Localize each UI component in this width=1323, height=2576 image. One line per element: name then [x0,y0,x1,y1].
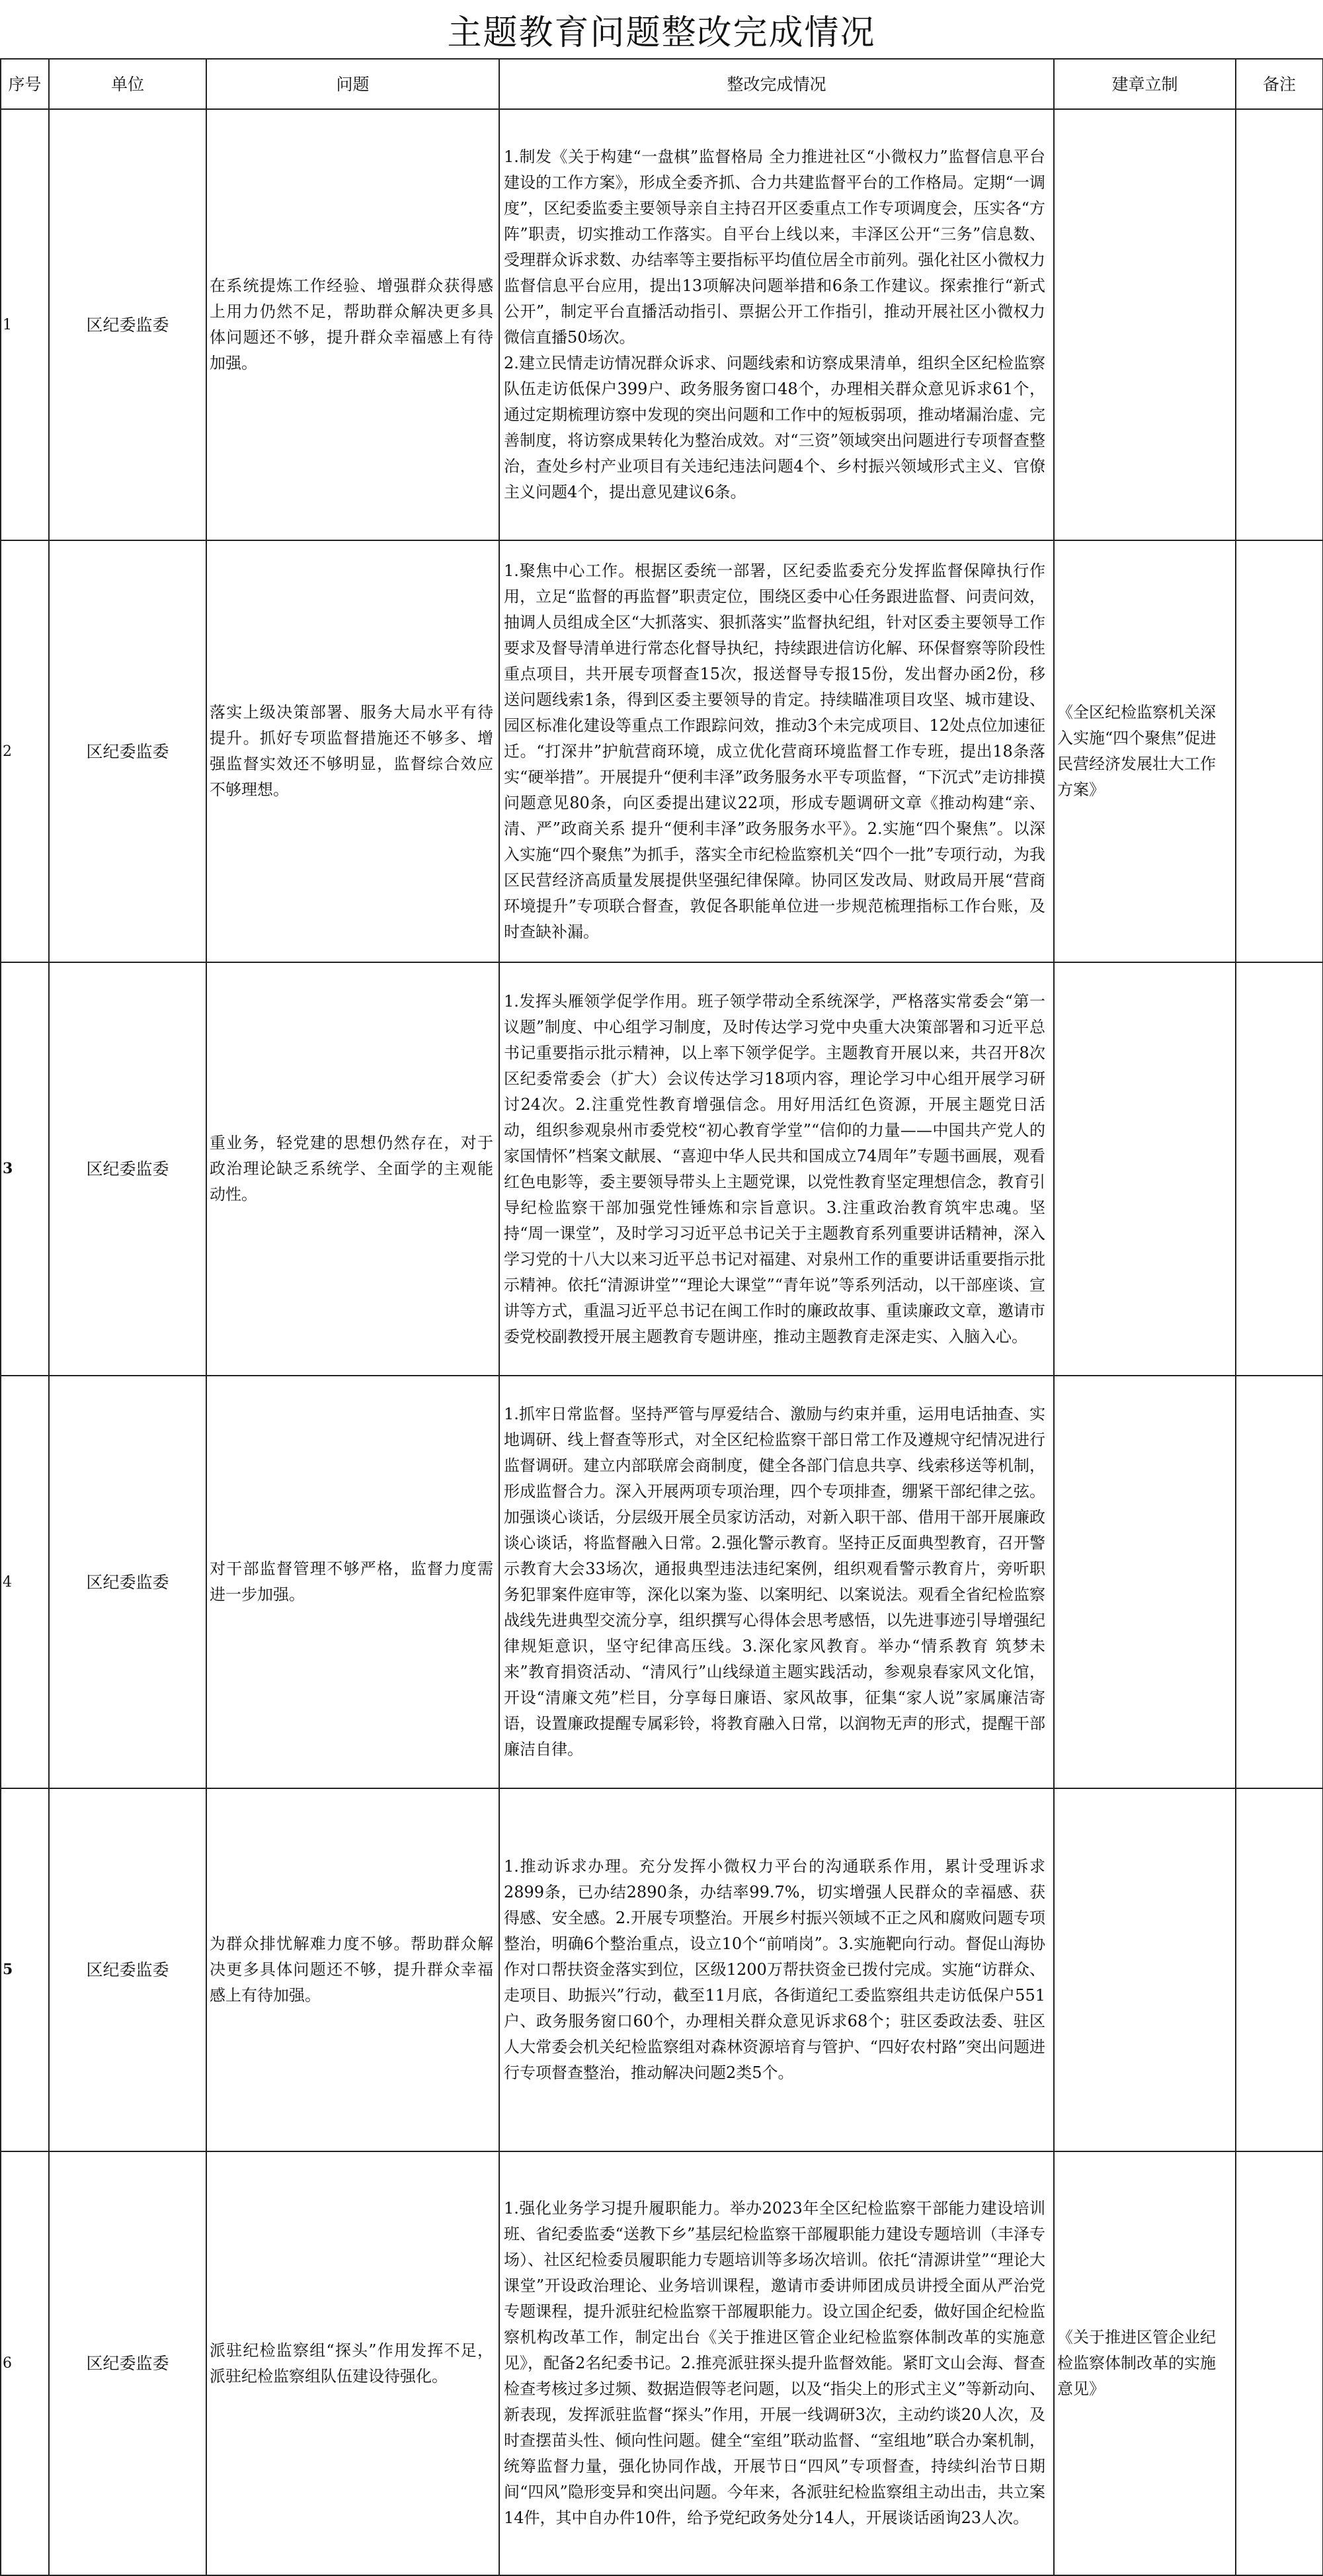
row-issue: 为群众排忧解难力度不够。帮助群众解决更多具体问题还不够，提升群众幸福感上有待加强。 [206,1788,499,2151]
row-unit: 区纪委监委 [49,540,206,962]
row-number: 2 [1,540,49,962]
row-note [1236,109,1323,540]
row-number: 1 [1,109,49,540]
row-note [1236,1376,1323,1788]
page-title: 主题教育问题整改完成情况 [447,13,876,53]
header-no: 序号 [1,59,49,109]
row-number: 5 [1,1788,49,2151]
row-unit: 区纪委监委 [49,1788,206,2151]
table-row [1,1376,1323,1788]
row-rules [1054,1788,1236,2151]
header-rules: 建章立制 [1054,59,1236,109]
row-unit: 区纪委监委 [49,2151,206,2575]
row-detail: 1.聚焦中心工作。根据区委统一部署，区纪委监委充分发挥监督保障执行作用，立足“监督的再监督”职责定位，围绕区委中心任务跟进监督、问责问效，抽调人员组成全区“大抓落实、狠抓落实”监督执纪组，针对区委主要领导工作要求及督导清单进行常态化督导执纪，持续跟进信访化解、环保督察等阶段性重点项目，共开展专项督查15次，报送督导专报15份，发出督办函2份，移送问题线索1条，得到区委主要领导的肯定。持续瞄准项目攻坚、城市建设、园区标准化建设等重点工作跟踪问效，推动3个未完成项目、12处点位加速征迁。“打深井”护航营商环境，成立优化营商环境监督工作专班，提出18条落实“硬举措”。开展提升“便利丰泽”政务服务水平专项监督，“下沉式”走访排摸问题意见80条，向区委提出建议22项，形成专题调研文章《推动构建“亲、清、严”政商关系 提升“便利丰泽”政务服务水平》。2.实施“四个聚焦”。以深入实施“四个聚焦”为抓手，落实全市纪检监察机关“四个一批”专项行动，为我区民营经济高质量发展提供坚强纪律保障。协同区发改局、财政局开展“营商环境提升”专项联合督查，敦促各职能单位进一步规范梳理指标工作台账，及时查缺补漏。 [499,540,1054,962]
row-issue: 在系统提炼工作经验、增强群众获得感上用力仍然不足，帮助群众解决更多具体问题还不够，提升群众幸福感上有待加强。 [206,109,499,540]
row-note [1236,540,1323,962]
header-unit: 单位 [49,59,206,109]
row-detail: 1.抓牢日常监督。坚持严管与厚爱结合、激励与约束并重，运用电话抽查、实地调研、线上督查等形式，对全区纪检监察干部日常工作及遵规守纪情况进行监督调研。建立内部联席会商制度，健全各部门信息共享、线索移送等机制，形成监督合力。深入开展两项专项治理，四个专项排查，绷紧干部纪律之弦。加强谈心谈话，分层级开展全员家访活动，对新入职干部、借用干部开展廉政谈心谈话，将监督融入日常。2.强化警示教育。坚持正反面典型教育，召开警示教育大会33场次，通报典型违法违纪案例，组织观看警示教育片，旁听职务犯罪案件庭审等，深化以案为鉴、以案明纪、以案说法。观看全省纪检监察战线先进典型交流分享，组织撰写心得体会思考感悟，以先进事迹引导增强纪律规矩意识，坚守纪律高压线。3.深化家风教育。举办“情系教育 筑梦未来”教育捐资活动、“清风行”山线绿道主题实践活动，参观泉春家风文化馆，开设“清廉文苑”栏目，分享每日廉语、家风故事，征集“家人说”家属廉洁寄语，设置廉政提醒专属彩铃，将教育融入日常，以润物无声的形式，提醒干部廉洁自律。 [499,1376,1054,1788]
header-issue: 问题 [206,59,499,109]
row-detail: 1.发挥头雁领学促学作用。班子领学带动全系统深学，严格落实常委会“第一议题”制度、中心组学习制度，及时传达学习党中央重大决策部署和习近平总书记重要指示批示精神，以上率下领学促学。主题教育开展以来，共召开8次区纪委常委会（扩大）会议传达学习18项内容，理论学习中心组开展学习研讨24次。2.注重党性教育增强信念。用好用活红色资源，开展主题党日活动，组织参观泉州市委党校“初心教育学堂”“信仰的力量——中国共产党人的家国情怀”档案文献展、“喜迎中华人民共和国成立74周年”专题书画展，观看红色电影等，委主要领导带头上主题党课，以党性教育坚定理想信念，教育引导纪检监察干部加强党性锤炼和宗旨意识。3.注重政治教育筑牢忠魂。坚持“周一课堂”，及时学习习近平总书记关于主题教育系列重要讲话精神，深入学习党的十八大以来习近平总书记对福建、对泉州工作的重要讲话重要指示批示精神。依托“清源讲堂”“理论大课堂”“青年说”等系列活动，以干部座谈、宣讲等方式，重温习近平总书记在闽工作时的廉政故事、重读廉政文章，邀请市委党校副教授开展主题教育专题讲座，推动主题教育走深走实、入脑入心。 [499,962,1054,1376]
row-issue: 派驻纪检监察组“探头”作用发挥不足，派驻纪检监察组队伍建设待强化。 [206,2151,499,2575]
row-rules [1054,962,1236,1376]
row-number: 3 [1,962,49,1376]
header-note: 备注 [1236,59,1323,109]
table-row [1,962,1323,1376]
row-unit: 区纪委监委 [49,962,206,1376]
row-note [1236,962,1323,1376]
row-detail: 1.推动诉求办理。充分发挥小微权力平台的沟通联系作用，累计受理诉求2899条，已办结2890条，办结率99.7%，切实增强人民群众的幸福感、获得感、安全感。2.开展专项整治。开展乡村振兴领域不正之风和腐败问题专项整治，明确6个整治重点，设立10个“前哨岗”。3.实施靶向行动。督促山海协作对口帮扶资金落实到位，区级1200万帮扶资金已拨付完成。实施“访群众、走项目、助振兴”行动，截至11月底，各街道纪工委监察组共走访低保户551户、政务服务窗口60个，办理相关群众意见诉求68个；驻区委政法委、驻区人大常委会机关纪检监察组对森林资源培育与管护、“四好农村路”突出问题进行专项督查整治，推动解决问题2类5个。 [499,1788,1054,2151]
row-note [1236,2151,1323,2575]
row-unit: 区纪委监委 [49,109,206,540]
table-row [1,2151,1323,2575]
row-rules: 《全区纪检监察机关深入实施“四个聚焦”促进民营经济发展壮大工作方案》 [1054,540,1236,962]
row-unit: 区纪委监委 [49,1376,206,1788]
row-issue: 重业务，轻党建的思想仍然存在，对于政治理论缺乏系统学、全面学的主观能动性。 [206,962,499,1376]
row-detail: 1.强化业务学习提升履职能力。举办2023年全区纪检监察干部能力建设培训班、省纪委监委“送教下乡”基层纪检监察干部履职能力建设专题培训（丰泽专场）、社区纪检委员履职能力专题培训等多场次培训。依托“清源讲堂”“理论大课堂”开设政治理论、业务培训课程，邀请市委讲师团成员讲授全面从严治党专题课程，提升派驻纪检监察干部履职能力。设立国企纪委，做好国企纪检监察机构改革工作，制定出台《关于推进区管企业纪检监察体制改革的实施意见》，配备2名纪委书记。2.推亮派驻探头提升监督效能。紧盯文山会海、督查检查考核过多过频、数据造假等老问题，以及“指尖上的形式主义”等新动向、新表现，发挥派驻监督“探头”作用，开展一线调研3次，主动约谈20人次，及时查摆苗头性、倾向性问题。健全“室组”联动监督、“室组地”联合办案机制，统筹监督力量，强化协同作战，开展节日“四风”专项督查，持续纠治节日期间“四风”隐形变异和突出问题。今年来，各派驻纪检监察组主动出击，共立案14件，其中自办件10件，给予党纪政务处分14人，开展谈话函询23人次。 [499,2151,1054,2575]
row-number: 4 [1,1376,49,1788]
table-header-row [1,59,1323,109]
row-rules [1054,109,1236,540]
table-row [1,109,1323,540]
rectification-table [0,58,1323,2576]
row-issue: 对干部监督管理不够严格，监督力度需进一步加强。 [206,1376,499,1788]
header-detail: 整改完成情况 [499,59,1054,109]
table-row [1,540,1323,962]
table-row [1,1788,1323,2151]
row-rules: 《关于推进区管企业纪检监察体制改革的实施意见》 [1054,2151,1236,2575]
row-issue: 落实上级决策部署、服务大局水平有待提升。抓好专项监督措施还不够多、增强监督实效还不够明显，监督综合效应不够理想。 [206,540,499,962]
row-detail: 1.制发《关于构建“一盘棋”监督格局 全力推进社区“小微权力”监督信息平台建设的工作方案》，形成全委齐抓、合力共建监督平台的工作格局。定期“一调度”，区纪委监委主要领导亲自主持召开区委重点工作专项调度会，压实各“方阵”职责，切实推动工作落实。自平台上线以来，丰泽区公开“三务”信息数、受理群众诉求数、办结率等主要指标平均值位居全市前列。强化社区小微权力监督信息平台应用，提出13项解决问题举措和6条工作建议。探索推行“新式公开”，制定平台直播活动指引、票据公开工作指引，推动开展社区小微权力微信直播50场次。 2.建立民情走访情况群众诉求、问题线索和访察成果清单，组织全区纪检监察队伍走访低保户399户、政务服务窗口48个，办理相关群众意见诉求61个，通过定期梳理访察中发现的突出问题和工作中的短板弱项，推动堵漏治虚、完善制度，将访察成果转化为整治成效。对“三资”领域突出问题进行专项督查整治，查处乡村产业项目有关违纪违法问题4个、乡村振兴领域形式主义、官僚主义问题4个，提出意见建议6条。 [499,109,1054,540]
row-number: 6 [1,2151,49,2575]
row-note [1236,1788,1323,2151]
row-rules [1054,1376,1236,1788]
